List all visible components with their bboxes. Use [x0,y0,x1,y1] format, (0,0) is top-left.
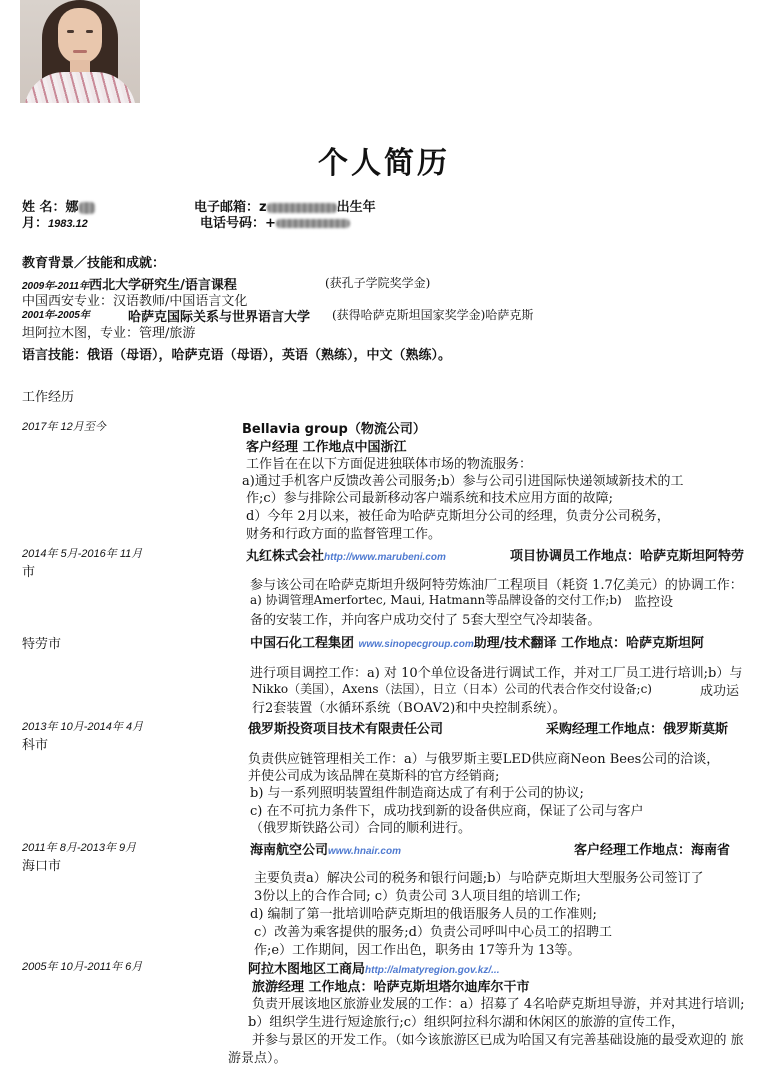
job-1-line-3: 作;c）参与排除公司最新移动客户端系统和技术应用方面的故障; [246,491,614,506]
job-5-url[interactable]: www.hnair.com [328,846,401,857]
job-3-line-3: 成功运 [700,684,740,699]
work-heading: 工作经历 [22,390,75,405]
job-6-company: 阿拉木图地区工商局 [248,962,366,977]
job-2-line-3: 监控设 [634,595,674,610]
job-4-period: 2013年 10月-2014年 4月 [22,721,144,733]
edu-entry-2-line1 [22,306,90,322]
job-3-line-4: 行2套装置（水循环系统（BOAV2)和中央控制系统）。 [252,701,566,716]
phone-redaction [276,219,350,228]
job-5-period: 2011年 8月-2013年 9月 [22,842,137,854]
job-3-line-1: 进行项目调控工作：a) 对 10个单位设备进行调试工作，并对工厂员工进行培训;b）与 [250,666,743,681]
edu-2-line2: 坦阿拉木图，专业：管理/旅游 [22,326,196,341]
job-6-line-4: 游景点）。 [228,1051,287,1066]
job-1-period: 2017年 12月至今 [22,421,106,433]
edu-1-period: 2009年-2011年 [22,281,90,292]
job-2-url[interactable]: http://www.marubeni.com [324,552,446,563]
job-1-line-5: 财务和行政方面的监督管理工作。 [246,527,442,542]
email-redaction [267,203,337,213]
job-1-role: 客户经理 工作地点中国浙江 [246,440,407,455]
job-4-line-3: b) 与一系列照明装置组件制造商达成了有利于公司的协议; [250,786,584,801]
job-2-line-4: 备的安装工作，并向客户成功交付了 5套大型空气冷却装备。 [250,613,601,628]
job-2-line-1: 参与该公司在哈萨克斯坦升级阿特劳炼油厂工程项目（耗资 1.7亿美元）的协调工作： [250,578,743,593]
job-4-line-2: 并使公司成为该品牌在莫斯科的官方经销商; [248,769,500,784]
job-5-period-cont: 海口市 [22,859,62,874]
job-4-role: 采购经理工作地点：俄罗斯莫斯 [546,722,729,737]
edu-2-school: 哈萨克国际关系与世界语言大学 [128,310,311,325]
job-3-period: 特劳市 [22,637,62,652]
job-5-line-1: 主要负责a）解决公司的税务和银行问题;b）与哈萨克斯坦大型服务公司签订了 [254,871,704,886]
edu-2-award-tail: 哈萨克斯 [485,308,534,322]
personal-phone-row [200,212,350,231]
name-label: 姓 名： [22,200,66,215]
job-6-line-1: 负责开展该地区旅游业发展的工作：a）招募了 4名哈萨克斯坦导游，并对其进行培训; [252,997,745,1012]
phone-value: + [265,216,276,231]
job-6-url[interactable]: http://almatyregion.gov.kz/... [365,965,500,976]
birth-label-cont: 月： [22,216,49,231]
job-3-url[interactable]: www.sinopecgroup.com [358,639,474,650]
job-5-line-4: c）改善为乘客提供的服务;d）负责公司呼叫中心员工的招聘工 [254,925,612,940]
job-1-line-1: 工作旨在在以下方面促进独联体市场的物流服务： [246,457,533,472]
job-2-period-cont: 市 [22,565,36,580]
job-2-line-2: a) 协调管理Amerfortec, Maui, Hatmann等品牌设备的交付工作;b) [250,593,622,607]
job-1-line-4: d）今年 2月以来，被任命为哈萨克斯坦分公司的经理，负责分公司税务， [246,509,670,524]
personal-birth-row [22,212,88,231]
name-value: 娜 [65,200,79,215]
job-4-line-4: c) 在不可抗力条件下，成功找到新的设备供应商，保证了公司与客户 [250,804,644,819]
job-3-line-2: Nikko（美国），Axens（法国），日立（日本）公司的代表合作交付设备;c) [252,682,652,696]
job-6-company-row [248,958,499,977]
job-3-company: 中国石化工程集团 [250,636,355,651]
job-6-line-2: b）组织学生进行短途旅行;c）组织阿拉科尔湖和休闲区的旅游的宣传工作， [248,1015,684,1030]
job-2-company: 丸红株式会社 [246,549,325,564]
job-4-line-1: 负责供应链管理相关工作：a）与俄罗斯主要LED供应商Neon Bees公司的洽谈， [248,752,720,767]
job-5-line-5: 作;e）工作期间，因工作出色，职务由 17等升为 13等。 [254,943,581,958]
job-6-line-3: 并参与景区的开发工作。（如今该旅游区已成为哈国又有完善基础设施的最受欢迎的 旅 [252,1033,744,1048]
page-title: 个人简历 [318,146,450,181]
phone-label: 电话号码： [200,216,266,231]
edu-2-award: (获得哈萨克斯坦国家奖学金) [332,308,486,322]
job-4-line-5: （俄罗斯铁路公司）合同的顺利进行。 [250,821,472,836]
edu-1-line2: 中国西安专业：汉语教师/中国语言文化 [22,294,248,309]
job-5-line-2: 3份以上的合作合同; c）负责公司 3人项目组的培训工作; [254,889,581,904]
job-2-period: 2014年 5月-2016年 11月 [22,548,143,560]
job-2-company-row [246,545,446,564]
language-skills-text: 语言技能：俄语（母语），哈萨克语（母语），英语（熟练），中文（熟练）。 [22,348,452,363]
job-5-line-3: d) 编制了第一批培训哈萨克斯坦的俄语服务人员的工作准则; [250,907,597,922]
job-1-company: Bellavia group（物流公司） [242,422,426,437]
profile-photo [20,0,140,103]
job-1-line-2: a)通过手机客户反馈改善公司服务;b）参与公司引进国际快递领域新技术的工 [242,474,684,489]
edu-1-award: (获孔子学院奖学金) [325,276,431,290]
education-heading: 教育背景／技能和成就： [22,256,166,271]
job-4-period-cont: 科市 [22,738,49,753]
job-3-role: 助理/技术翻译 工作地点：哈萨克斯坦阿 [473,636,705,651]
job-6-period: 2005年 10月-2011年 6月 [22,961,143,973]
job-4-company: 俄罗斯投资项目技术有限责任公司 [248,722,444,737]
job-6-role: 旅游经理 工作地点：哈萨克斯坦塔尔迪库尔干市 [252,980,530,995]
job-2-role: 项目协调员工作地点：哈萨克斯坦阿特劳 [510,549,745,564]
edu-1-school: 西北大学研究生/语言课程 [89,278,237,293]
language-skills [22,344,451,363]
edu-2-award-row [332,306,533,323]
birth-value: 1983.12 [48,218,88,230]
job-5-company: 海南航空公司 [250,843,329,858]
edu-2-period: 2001年-2005年 [22,310,90,321]
email-value: z [259,200,267,215]
job-5-role: 客户经理工作地点：海南省 [574,843,731,858]
email-label: 电子邮箱： [194,200,260,215]
job-3-company-row [250,632,704,651]
job-5-company-row [250,839,401,858]
birth-label: 出生年 [336,200,376,215]
